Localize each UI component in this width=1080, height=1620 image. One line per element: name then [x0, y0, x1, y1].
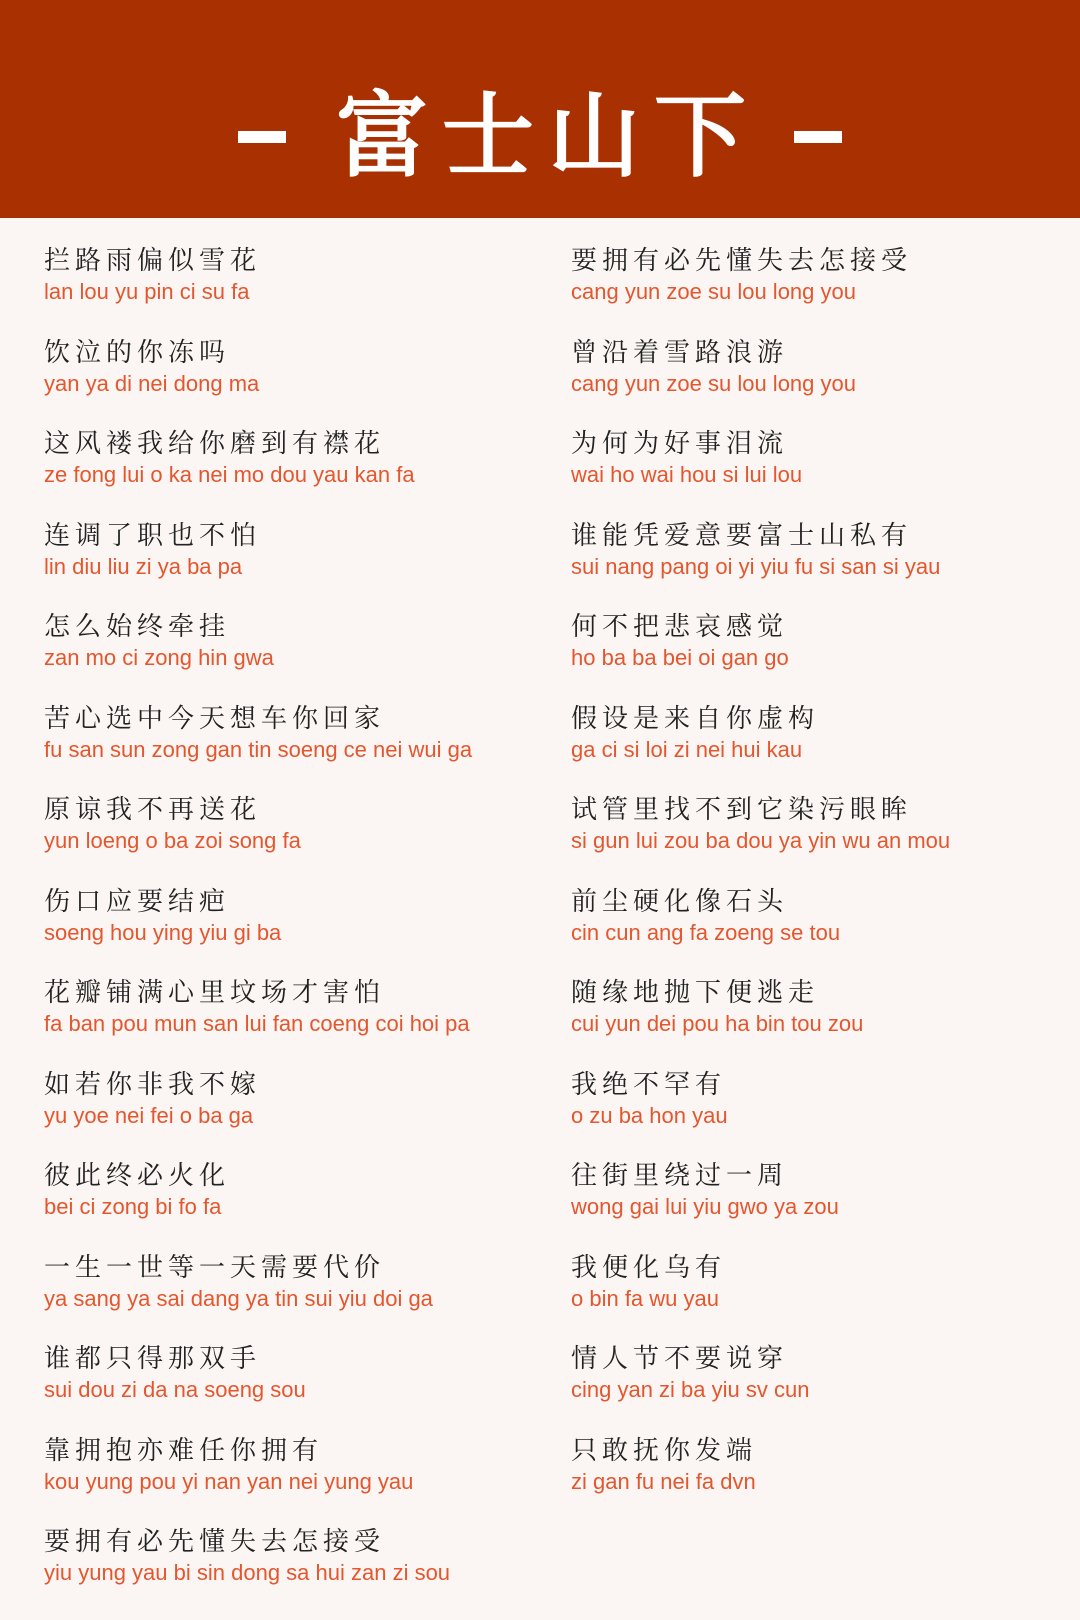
lyric-chinese: 前尘硬化像石头: [571, 886, 789, 917]
lyric-romanization: fa ban pou mun san lui fan coeng coi hoi pa: [44, 1011, 470, 1036]
lyric-chinese: 这风褛我给你磨到有襟花: [44, 429, 386, 459]
lyric-line: [44, 976, 564, 1068]
lyric-romanization: o bin fa wu yau: [571, 1285, 719, 1311]
lyric-chinese: 彼此终必火化: [44, 1161, 231, 1191]
lyric-line: [571, 1068, 1080, 1160]
lyric-line: [571, 1434, 1080, 1526]
lyric-line: [44, 1251, 564, 1343]
lyric-romanization: sui dou zi da na soeng sou: [44, 1377, 306, 1402]
lyric-romanization: yiu yung yau bi sin dong sa hui zan zi sou: [44, 1560, 451, 1585]
lyric-line: [571, 1342, 1080, 1434]
lyric-romanization: ya sang ya sai dang ya tin sui yiu doi ga: [44, 1285, 433, 1311]
lyric-chinese: 靠拥抱亦难任你拥有: [44, 1435, 324, 1466]
lyric-line: [571, 610, 1080, 702]
lyric-chinese: 曾沿着雪路浪游: [571, 337, 789, 368]
lyric-romanization: kou yung pou yi nan yan nei yung yau: [44, 1468, 414, 1494]
lyric-line: [571, 1159, 1080, 1251]
lyric-line: [571, 336, 1080, 428]
lyric-romanization: zi gan fu nei fa dvn: [571, 1468, 756, 1494]
lyrics-column-right: [571, 244, 1080, 1525]
lyric-line: [44, 1434, 564, 1526]
lyric-chinese: 连调了职也不怕: [44, 520, 262, 551]
lyric-chinese: 我绝不罕有: [571, 1069, 727, 1100]
lyric-line: [44, 427, 564, 519]
lyric-line: [571, 519, 1080, 611]
lyric-line: [571, 885, 1080, 977]
lyric-chinese: 往街里绕过一周: [571, 1161, 789, 1191]
lyric-romanization: cing yan zi ba yiu sv cun: [571, 1377, 810, 1402]
lyric-romanization: cin cun ang fa zoeng se tou: [571, 919, 841, 945]
lyric-line: [44, 1342, 564, 1434]
lyric-chinese: 饮泣的你冻吗: [44, 337, 231, 368]
lyric-chinese: 如若你非我不嫁: [44, 1069, 262, 1100]
lyric-chinese: 要拥有必先懂失去怎接受: [44, 1527, 386, 1557]
lyric-romanization: bei ci zong bi fo fa: [44, 1194, 222, 1219]
lyric-chinese: 伤口应要结疤: [44, 886, 231, 917]
lyric-romanization: o zu ba hon yau: [571, 1102, 728, 1128]
lyric-chinese: 只敢抚你发端: [571, 1435, 758, 1466]
lyric-romanization: zan mo ci zong hin gwa: [44, 645, 274, 670]
lyric-romanization: fu san sun zong gan tin soeng ce nei wui ga: [44, 736, 473, 762]
lyric-chinese: 我便化乌有: [571, 1252, 727, 1283]
lyric-romanization: sui nang pang oi yi yiu fu si san si yau: [571, 553, 941, 579]
lyric-chinese: 花瓣铺满心里坟场才害怕: [44, 978, 386, 1008]
lyric-chinese: 随缘地抛下便逃走: [571, 978, 820, 1008]
lyric-line: [571, 427, 1080, 519]
lyric-romanization: ga ci si loi zi nei hui kau: [571, 736, 803, 762]
lyric-romanization: ho ba ba bei oi gan go: [571, 645, 789, 670]
lyric-line: [44, 1068, 564, 1160]
lyric-line: [571, 702, 1080, 794]
lyric-romanization: yu yoe nei fei o ba ga: [44, 1102, 254, 1128]
lyric-line: [44, 610, 564, 702]
lyric-chinese: 为何为好事泪流: [571, 429, 789, 459]
lyric-chinese: 原谅我不再送花: [44, 795, 262, 825]
lyric-romanization: yan ya di nei dong ma: [44, 370, 260, 396]
lyric-line: [571, 793, 1080, 885]
lyric-chinese: 苦心选中今天想车你回家: [44, 703, 386, 734]
lyric-romanization: wai ho wai hou si lui lou: [571, 462, 803, 487]
page-title: 富士山下: [335, 83, 760, 190]
lyric-romanization: lin diu liu zi ya ba pa: [44, 553, 243, 579]
lyric-chinese: 怎么始终牵挂: [44, 612, 231, 642]
lyric-line: [44, 244, 564, 336]
lyric-line: [44, 519, 564, 611]
lyric-chinese: 情人节不要说穿: [571, 1344, 789, 1374]
lyric-line: [44, 702, 564, 794]
lyric-line: [44, 1525, 564, 1617]
lyric-line: [571, 976, 1080, 1068]
lyric-chinese: 一生一世等一天需要代价: [44, 1252, 386, 1283]
lyric-line: [44, 336, 564, 428]
lyric-chinese: 要拥有必先懂失去怎接受: [571, 246, 913, 276]
lyrics-column-left: [44, 244, 564, 1617]
lyric-line: [44, 885, 564, 977]
lyric-romanization: cang yun zoe su lou long you: [571, 279, 856, 304]
lyric-chinese: 假设是来自你虚构: [571, 703, 820, 734]
lyric-chinese: 何不把悲哀感觉: [571, 612, 789, 642]
lyric-chinese: 谁能凭爱意要富士山私有: [571, 520, 913, 551]
lyric-romanization: wong gai lui yiu gwo ya zou: [571, 1194, 839, 1219]
lyric-line: [44, 793, 564, 885]
title-group: [238, 83, 842, 190]
lyric-line: [571, 1251, 1080, 1343]
lyric-romanization: cui yun dei pou ha bin tou zou: [571, 1011, 864, 1036]
lyric-romanization: soeng hou ying yiu gi ba: [44, 919, 282, 945]
lyric-chinese: 谁都只得那双手: [44, 1344, 262, 1374]
lyric-chinese: 拦路雨偏似雪花: [44, 246, 262, 276]
lyric-chinese: 试管里找不到它染污眼眸: [571, 795, 913, 825]
lyric-romanization: ze fong lui o ka nei mo dou yau kan fa: [44, 462, 415, 487]
title-dash-left: [238, 131, 286, 143]
lyric-romanization: cang yun zoe su lou long you: [571, 370, 856, 396]
lyric-romanization: yun loeng o ba zoi song fa: [44, 828, 301, 853]
lyric-romanization: si gun lui zou ba dou ya yin wu an mou: [571, 828, 951, 853]
lyric-romanization: lan lou yu pin ci su fa: [44, 279, 250, 304]
lyric-line: [44, 1159, 564, 1251]
lyric-line: [571, 244, 1080, 336]
title-dash-right: [794, 131, 842, 143]
title-banner: [0, 0, 1080, 218]
